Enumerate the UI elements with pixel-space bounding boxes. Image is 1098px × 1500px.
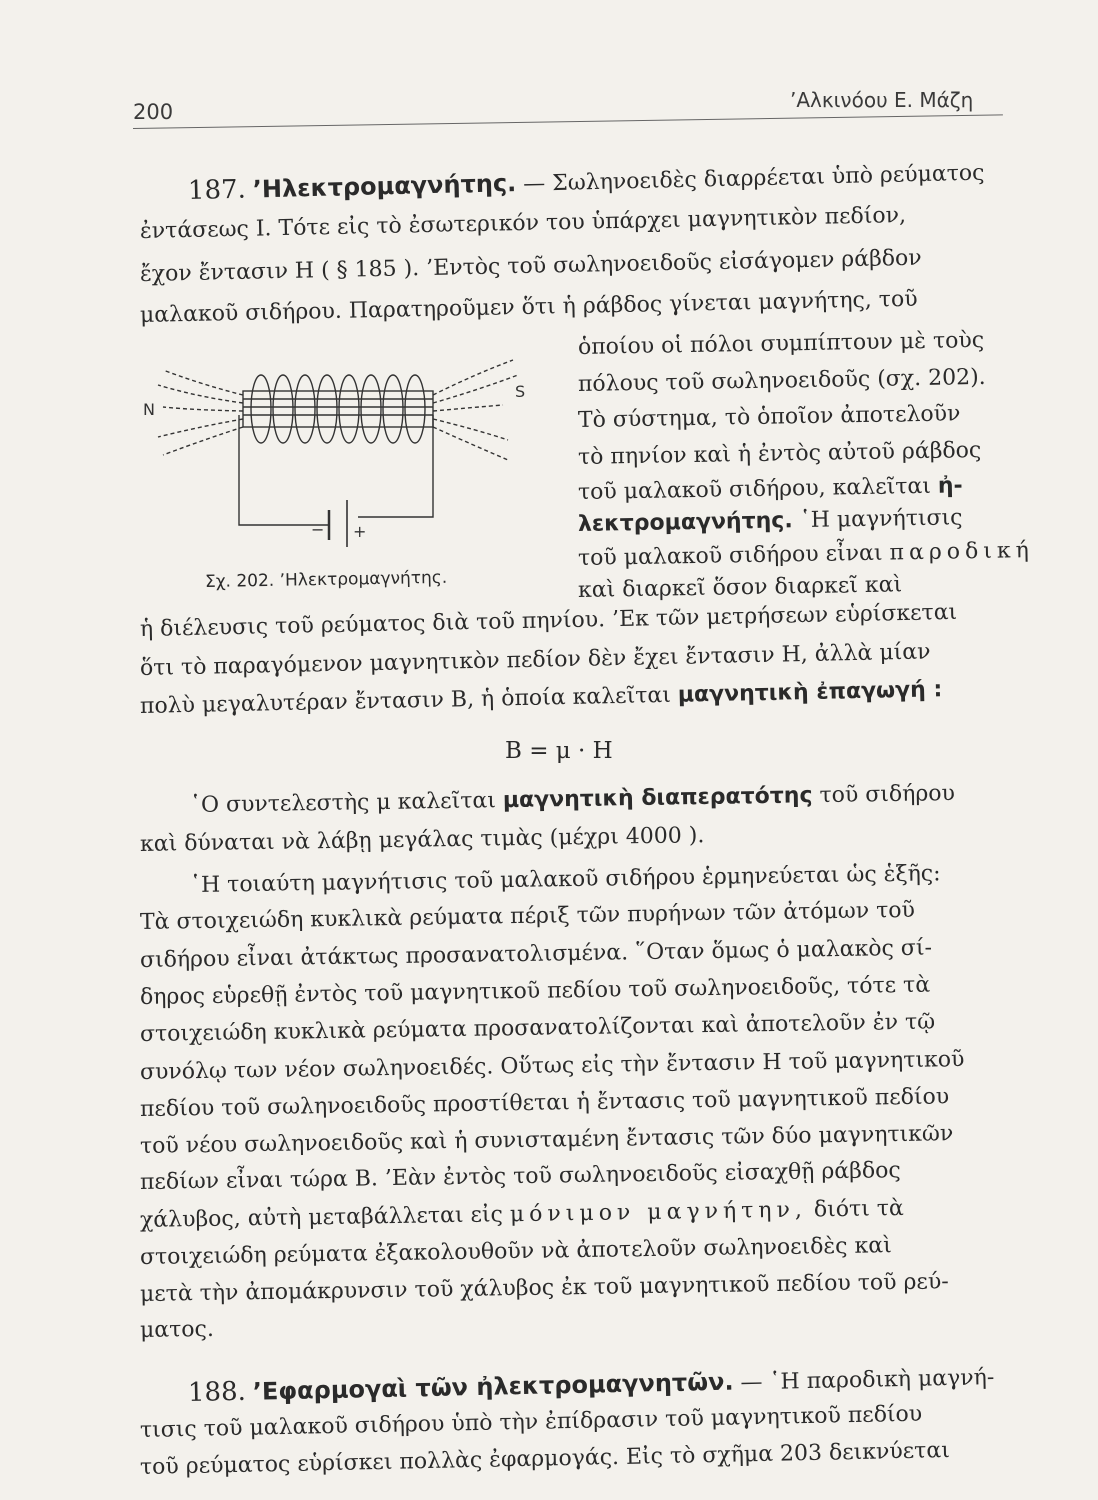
text-line: μετὰ τὴν ἀπομάκρυνσιν τοῦ χάλυβος ἐκ τοῦ μαγνητικοῦ πεδίου τοῦ ρεύ- xyxy=(139,1269,949,1307)
text-line: μαλακοῦ σιδήρου. Παρατηροῦμεν ὅτι ἡ ράβδος γίνεται μαγνήτης, τοῦ xyxy=(139,286,918,328)
text-line: ὁποίου οἱ πόλοι συμπίπτουν μὲ τοὺς xyxy=(577,327,985,360)
text-line-mixed xyxy=(578,473,963,506)
battery-label-plus: + xyxy=(353,522,367,541)
text-span: τοῦ σιδήρου xyxy=(819,780,956,809)
text-line: στοιχειώδη κυκλικὰ ρεύματα προσανατολίζονται καὶ ἀποτελοῦν ἐν τῷ xyxy=(139,1009,936,1047)
field-line xyxy=(433,360,513,395)
text-line-mixed xyxy=(578,538,1034,572)
section-188-number: 188. xyxy=(187,1376,247,1408)
header-rule xyxy=(133,114,1003,129)
text-line-mixed xyxy=(190,781,955,819)
field-line xyxy=(433,375,518,403)
circuit-wire xyxy=(239,415,328,525)
text-span: ῾Ο συντελεστὴς μ καλεῖται xyxy=(189,788,497,818)
text-line-mixed xyxy=(578,505,963,538)
section-188-title: ’Εφαρμογαὶ τῶν ἠλεκτρομαγνητῶν. xyxy=(252,1367,734,1406)
text-line: καὶ διαρκεῖ ὅσον διαρκεῖ καὶ xyxy=(577,572,903,603)
spaced-term: παροδική xyxy=(889,538,1035,566)
field-line xyxy=(433,419,508,440)
pole-label-n: N xyxy=(143,400,155,419)
running-header-author: ’Αλκινόου Ε. Μάζη xyxy=(790,88,974,112)
bold-term: ἠ- xyxy=(937,473,963,499)
circuit-wire xyxy=(358,415,433,517)
text-line: τὸ πηνίον καὶ ἡ ἐντὸς αὐτοῦ ράβδος xyxy=(577,437,982,470)
text-line: ματος. xyxy=(139,1316,215,1343)
pole-label-s: S xyxy=(515,382,526,401)
coil-loop xyxy=(251,375,271,443)
section-187-heading-line xyxy=(188,159,985,206)
text-span: πολὺ μεγαλυτέραν ἔντασιν Β, ἡ ὁποία καλεῖται xyxy=(139,682,672,719)
coil-loop xyxy=(273,375,293,443)
text-line: Τὰ στοιχειώδη κυκλικὰ ρεύματα πέριξ τῶν πυρήνων τῶν ἀτόμων τοῦ xyxy=(139,897,916,935)
field-line xyxy=(158,385,243,403)
coil-loop xyxy=(317,375,337,443)
text-line: ὅτι τὸ παραγόμενον μαγνητικὸν πεδίον δὲν ἔχει ἔντασιν Η, ἀλλὰ μίαν xyxy=(139,639,931,681)
text-line: στοιχειώδη ρεύματα ἐξακολουθοῦν νὰ ἀποτελοῦν σωληνοειδὲς καὶ xyxy=(139,1233,892,1270)
section-187-title: ’Ηλεκτρομαγνήτης. xyxy=(252,168,517,204)
coil-loop xyxy=(361,375,381,443)
text-line: σιδήρου εἶναι ἀτάκτως προσανατολισμένα. ῞Οταν ὅμως ὁ μαλακὸς σί- xyxy=(139,935,933,973)
text-line-mixed xyxy=(140,1196,904,1234)
text-line: ἐντάσεως Ι. Τότε εἰς τὸ ἐσωτερικόν του ὑπάρχει μαγνητικὸν πεδίον, xyxy=(139,202,907,244)
text-line: τοῦ νέου σωληνοειδοῦς καὶ ἡ συνισταμένη ἔντασις τῶν δύο μαγνητικῶν xyxy=(139,1121,954,1159)
field-line xyxy=(433,427,508,460)
text-line: ῾Η τοιαύτη μαγνήτισις τοῦ μαλακοῦ σιδήρου ἑρμηνεύεται ὡς ἑξῆς: xyxy=(189,861,941,898)
text-span: χάλυβος, αὐτὴ μεταβάλλεται εἰς xyxy=(139,1202,504,1233)
text-line: πεδίων εἶναι τώρα Β. ’Εὰν ἐντὸς τοῦ σωληνοειδοῦς εἰσαχθῇ ράβδος xyxy=(139,1158,901,1195)
coil-loop xyxy=(405,375,425,443)
text-span: διότι τὰ xyxy=(813,1196,905,1223)
text-span: ῾Η μαγνήτισις xyxy=(799,505,963,534)
section-187-number: 187. xyxy=(187,174,247,206)
text-line: πεδίου τοῦ σωληνοειδοῦς προστίθεται ἡ ἔντασις τοῦ μαγνητικοῦ πεδίου xyxy=(139,1084,950,1122)
text-line: πόλους τοῦ σωληνοειδοῦς (σχ. 202). xyxy=(577,364,986,397)
text-line: τοῦ ρεύματος εὑρίσκει πολλὰς ἐφαρμογάς. Εἰς τὸ σχῆμα 203 δεικνύεται xyxy=(139,1438,951,1480)
battery-label-minus: − xyxy=(311,520,325,539)
field-line xyxy=(163,427,243,455)
coil-loop xyxy=(295,375,315,443)
field-line xyxy=(158,419,243,437)
coil-loop xyxy=(383,375,403,443)
figure-caption: Σχ. 202. ’Ηλεκτρομαγνήτης. xyxy=(204,567,448,592)
text-line: τισις τοῦ μαλακοῦ σιδήρου ὑπὸ τὴν ἐπίδρασιν τοῦ μαγνητικοῦ πεδίου xyxy=(139,1401,923,1443)
electromagnet-figure xyxy=(143,355,553,555)
field-line xyxy=(163,407,243,411)
formula: Β = μ · Η xyxy=(505,738,613,764)
bold-term: λεκτρομαγνήτης. xyxy=(577,508,793,537)
text-line: ἡ διέλευσις τοῦ ρεύματος διὰ τοῦ πηνίου. ’Εκ τῶν μετρήσεων εὑρίσκεται xyxy=(139,599,958,642)
page-number: 200 xyxy=(133,100,174,124)
text-line: συνόλῳ των νέον σωληνοειδές. Οὕτως εἰς τὴν ἔντασιν Η τοῦ μαγνητικοῦ xyxy=(139,1047,965,1085)
text-line-mixed xyxy=(140,677,943,720)
text-line: ἔχον ἔντασιν Η ( § 185 ). ’Εντὸς τοῦ σωληνοειδοῦς εἰσάγομεν ράβδον xyxy=(139,245,922,287)
coil-loop xyxy=(339,375,359,443)
text-line: — Σωληνοειδὲς διαρρέεται ὑπὸ ρεύματος xyxy=(522,160,985,197)
bold-term: μαγνητικὴ ἐπαγωγή : xyxy=(677,677,943,708)
section-188-heading-line xyxy=(188,1363,995,1408)
text-span: τοῦ μαλακοῦ σιδήρου, καλεῖται xyxy=(577,473,932,505)
text-line: καὶ δύναται νὰ λάβῃ μεγάλας τιμὰς (μέχρι 4000 ). xyxy=(139,823,705,857)
text-line: — ῾Η παροδικὴ μαγνή- xyxy=(740,1365,995,1396)
bold-term: μαγνητικὴ διαπερατότης xyxy=(502,783,813,814)
text-line: Τὸ σύστημα, τὸ ὁποῖον ἀποτελοῦν xyxy=(577,401,961,433)
text-span: τοῦ μαλακοῦ σιδήρου εἶναι xyxy=(577,540,883,571)
field-line xyxy=(433,405,503,411)
field-line xyxy=(163,370,243,395)
text-line: δηρος εὑρεθῇ ἐντὸς τοῦ μαγνητικοῦ πεδίου τοῦ σωληνοειδοῦς, τότε τὰ xyxy=(139,972,931,1010)
spaced-term: μόνιμον μαγνήτην, xyxy=(509,1197,808,1228)
